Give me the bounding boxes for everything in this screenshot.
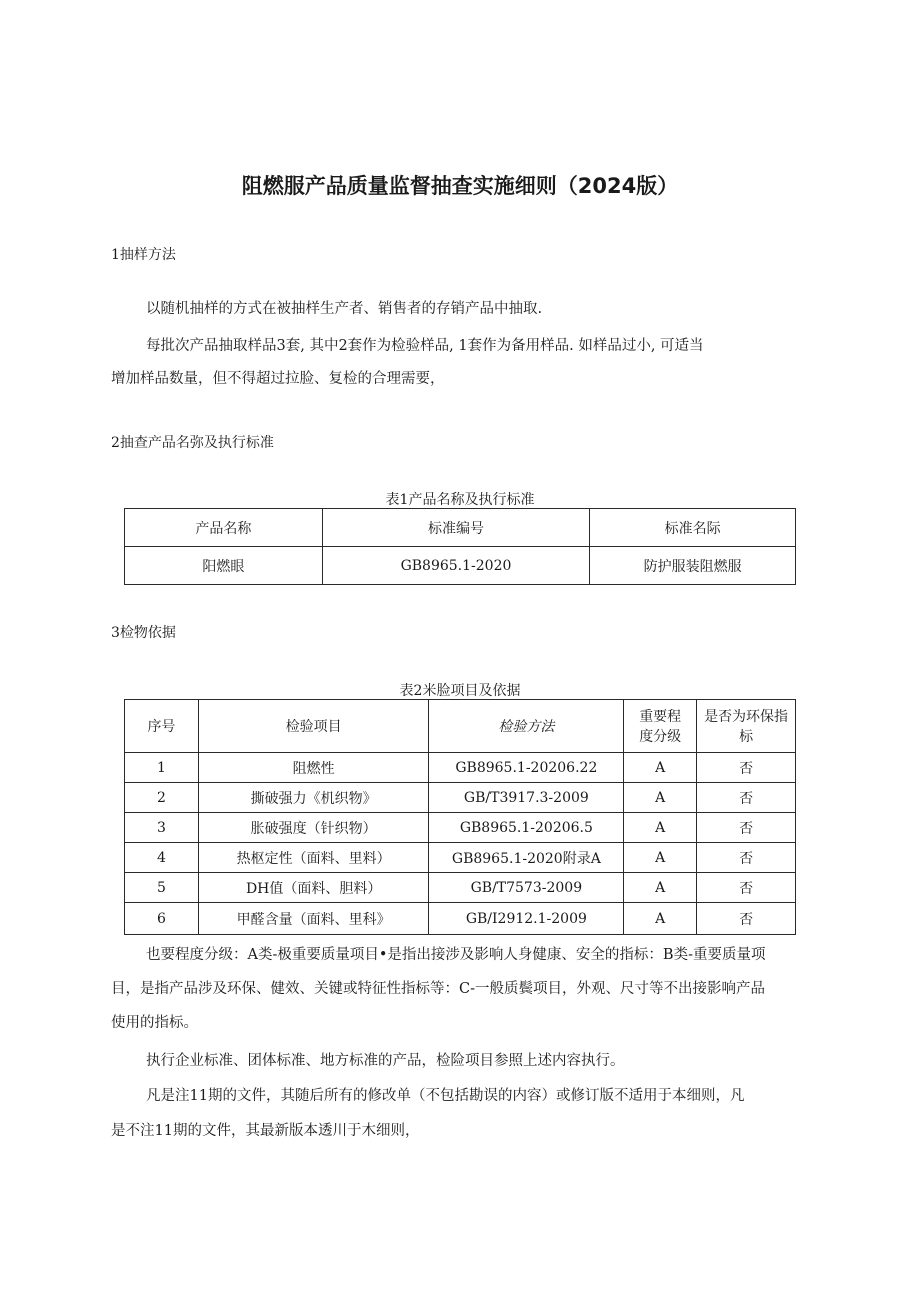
cell-method: GB8965.1-20206.5 — [429, 813, 624, 843]
sampling-paragraph-1: 以随机抽样的方式在被抽样生产者、销售者的存销产品中抽取. — [146, 301, 543, 317]
cell-grade: A — [624, 873, 697, 903]
cell-env: 否 — [697, 753, 796, 783]
table-row — [125, 783, 796, 813]
cell-item: 撕破强力《机织物》 — [198, 783, 429, 813]
cell-method: GB/T3917.3-2009 — [429, 783, 624, 813]
cell-method: GB/I2912.1-2009 — [429, 903, 624, 935]
sampling-paragraph-2-line-1: 每批次产品抽取样品3套, 其中2套作为检验样品, 1套作为备用样品. 如样品过小, 可适当 — [146, 338, 704, 354]
table-1-caption: 表1产品名称及执行标准 — [385, 492, 535, 508]
cell-env: 否 — [697, 843, 796, 873]
cell-env: 否 — [697, 813, 796, 843]
header-product-name: 产品名称 — [125, 509, 323, 547]
header-seq: 序号 — [125, 700, 199, 753]
cell-seq: 4 — [125, 843, 199, 873]
grading-note-line-1: 也要程度分级：A类-极重要质量项目•是指出接涉及影响人身健康、安全的指标：B类-重要质量项 — [146, 947, 766, 963]
table-row — [125, 903, 796, 935]
cell-seq: 3 — [125, 813, 199, 843]
section-1-heading: 1抽样方法 — [111, 247, 176, 263]
table-row — [125, 813, 796, 843]
header-env — [697, 700, 796, 753]
cell-item: 热枢定性（面料、里料） — [198, 843, 429, 873]
grading-note-line-2: 目，是指产品涉及环保、健效、关键或特征性指标等：C-一般质鬓项目，外观、尺寸等不出接影响产品 — [111, 981, 765, 997]
grading-note-line-3: 使用的指标。 — [111, 1015, 198, 1031]
dated-reference-note-line-2: 是不注11期的文件，其最新版本透川于木细则， — [111, 1123, 420, 1139]
table-header-row — [125, 700, 796, 753]
cell-grade: A — [624, 903, 697, 935]
cell-grade: A — [624, 843, 697, 873]
table-row — [125, 547, 796, 585]
header-importance-line-2: 度分级 — [639, 729, 682, 745]
cell-standard-name: 防护服装阻燃服 — [590, 547, 796, 585]
cell-method: GB8965.1-20206.22 — [429, 753, 624, 783]
header-env-line-1: 是否为环保指 — [704, 709, 789, 725]
table-row — [125, 843, 796, 873]
cell-method: GB8965.1-2020附录A — [429, 843, 624, 873]
table-header-row — [125, 509, 796, 547]
cell-item: DH值（面料、胆料） — [198, 873, 429, 903]
header-item: 检验项目 — [198, 700, 429, 753]
inspection-items-table — [124, 699, 796, 935]
enterprise-standard-note: 执行企业标准、团体标准、地方标准的产品，检险项目参照上述内容执行。 — [146, 1053, 625, 1069]
cell-item: 阻燃性 — [198, 753, 429, 783]
section-3-heading: 3检物依据 — [111, 625, 176, 641]
header-importance-line-1: 重要程 — [639, 709, 682, 725]
cell-method: GB/T7573-2009 — [429, 873, 624, 903]
header-method: 检验方法 — [429, 700, 624, 753]
cell-item: 甲醛含量（面料、里科》 — [198, 903, 429, 935]
cell-seq: 2 — [125, 783, 199, 813]
sampling-paragraph-2-line-2: 增加样品数量，但不得超过拉脸、复检的合理需要， — [111, 371, 445, 387]
cell-env: 否 — [697, 903, 796, 935]
header-env-line-2: 标 — [739, 729, 754, 745]
cell-env: 否 — [697, 783, 796, 813]
header-standard-name: 标准名际 — [590, 509, 796, 547]
product-standard-table — [124, 508, 796, 585]
table-row — [125, 873, 796, 903]
section-2-heading: 2抽查产品名弥及执行标准 — [111, 435, 274, 451]
cell-item: 胀破强度（针织物） — [198, 813, 429, 843]
header-importance — [624, 700, 697, 753]
cell-seq: 6 — [125, 903, 199, 935]
dated-reference-note-line-1: 凡是注11期的文件，其随后所有的修改单（不包括勘误的内容）或修订版不适用于本细则，凡 — [146, 1088, 745, 1104]
header-standard-number: 标准编号 — [322, 509, 590, 547]
cell-seq: 1 — [125, 753, 199, 783]
cell-env: 否 — [697, 873, 796, 903]
document-title: 阻燃服产品质量监督抽查实施细则（2024版） — [241, 174, 679, 198]
table-2-caption: 表2米脸项目及依据 — [399, 683, 521, 699]
cell-grade: A — [624, 783, 697, 813]
cell-standard-number: GB8965.1-2020 — [322, 547, 590, 585]
table-row — [125, 753, 796, 783]
cell-seq: 5 — [125, 873, 199, 903]
cell-grade: A — [624, 813, 697, 843]
cell-product-name: 阳燃眼 — [125, 547, 323, 585]
cell-grade: A — [624, 753, 697, 783]
